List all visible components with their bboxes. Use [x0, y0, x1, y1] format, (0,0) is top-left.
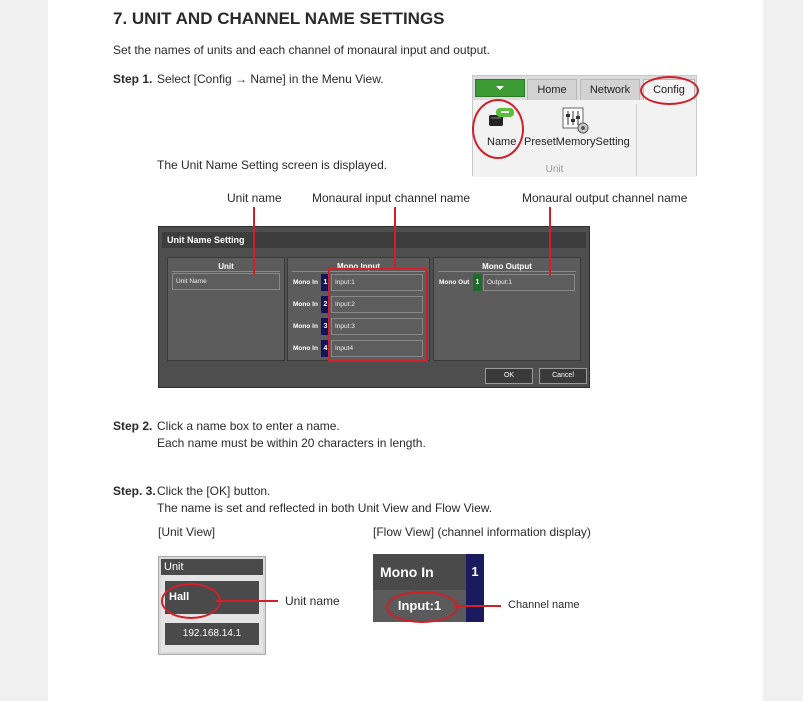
step2-text: Click a name box to enter a name. [157, 419, 340, 433]
step2-note: Each name must be within 20 characters in length. [157, 436, 426, 450]
input-name-field-3[interactable]: Input:3 [331, 318, 423, 335]
step3-text: Click the [OK] button. [157, 484, 271, 498]
step1-text: Select [Config → Name] in the Menu View. [157, 72, 384, 86]
tab-network[interactable]: Network [580, 79, 640, 100]
channel-name-highlight-circle [386, 591, 458, 623]
mono-in-label: Mono In [293, 323, 318, 330]
flow-view-channel-name: Input:1 [373, 590, 466, 622]
mono-output-panel [433, 257, 581, 361]
cancel-button[interactable]: Cancel [539, 368, 587, 384]
panel-divider [438, 271, 576, 272]
flow-view-label: Mono In [373, 554, 466, 590]
callout-mono-input: Monaural input channel name [312, 191, 471, 205]
mono-in-label: Mono In [293, 345, 318, 352]
mono-in-label: Mono In [293, 301, 318, 308]
output-name-field-1[interactable]: Output:1 [483, 274, 575, 291]
input-fields-highlight [328, 268, 428, 362]
channel-number: 4 [321, 340, 330, 357]
callout-mono-output: Monaural output channel name [522, 191, 688, 205]
callout-line-output [549, 207, 551, 276]
input-name-field-4[interactable]: Input4 [331, 340, 423, 357]
unit-view-callout: Unit name [285, 594, 340, 608]
name-highlight-circle [472, 99, 524, 159]
tab-config[interactable]: Config [643, 79, 695, 100]
unit-name-highlight-circle [161, 583, 221, 619]
mono-output-header: Mono Output [482, 262, 532, 271]
unit-view-header: Unit [161, 559, 263, 575]
step3-note: The name is set and reflected in both Unit View and Flow View. [157, 501, 493, 515]
callout-line-input [394, 207, 396, 269]
input-name-field-2[interactable]: Input:2 [331, 296, 423, 313]
unit-view-caption: [Unit View] [158, 525, 216, 539]
dialog-title: Unit Name Setting [162, 232, 586, 248]
channel-number: 1 [321, 274, 330, 291]
step2-label: Step 2. [113, 419, 153, 433]
page-title: 7. UNIT AND CHANNEL NAME SETTINGS [113, 9, 445, 28]
step1-label: Step 1. [113, 72, 153, 86]
channel-number: 3 [321, 318, 330, 335]
mono-out-label: Mono Out [439, 279, 470, 286]
ribbon-dropdown-button[interactable] [475, 79, 525, 97]
unit-panel [167, 257, 285, 361]
config-highlight-circle [640, 76, 699, 105]
flow-view-callout: Channel name [508, 599, 580, 611]
tab-home[interactable]: Home [527, 79, 577, 100]
unit-name-callout-line [216, 600, 278, 602]
channel-number: 2 [321, 296, 330, 313]
unit-name-field[interactable]: Unit Name [172, 273, 280, 290]
input-name-field-1[interactable]: Input:1 [331, 274, 423, 291]
unit-view-name: Hall [165, 581, 259, 614]
callout-line-unit [253, 207, 255, 276]
channel-name-callout-line [453, 605, 501, 607]
step1-result: The Unit Name Setting screen is displayed. [157, 158, 388, 172]
name-button[interactable]: Name [487, 136, 517, 148]
callout-unit-name: Unit name [227, 191, 282, 205]
unit-panel-header: Unit [218, 262, 234, 271]
unit-view-ip: 192.168.14.1 [165, 623, 259, 645]
preset-memory-icon[interactable] [561, 106, 591, 134]
intro-text: Set the names of units and each channel of monaural input and output. [113, 43, 490, 57]
mono-input-header: Mono Input [336, 262, 381, 271]
flow-view-channel-number: 1 [466, 554, 484, 622]
step3-label: Step. 3. [113, 484, 156, 498]
mono-in-label: Mono In [293, 279, 318, 286]
panel-divider [172, 271, 280, 272]
ribbon-separator [636, 104, 637, 176]
preset-memory-setting-button[interactable]: PresetMemorySetting [524, 136, 630, 148]
flow-view-caption: [Flow View] (channel information display) [373, 525, 591, 539]
channel-number: 1 [473, 274, 482, 291]
ok-button[interactable]: OK [485, 368, 533, 384]
ribbon-group-label: Unit [545, 164, 564, 175]
